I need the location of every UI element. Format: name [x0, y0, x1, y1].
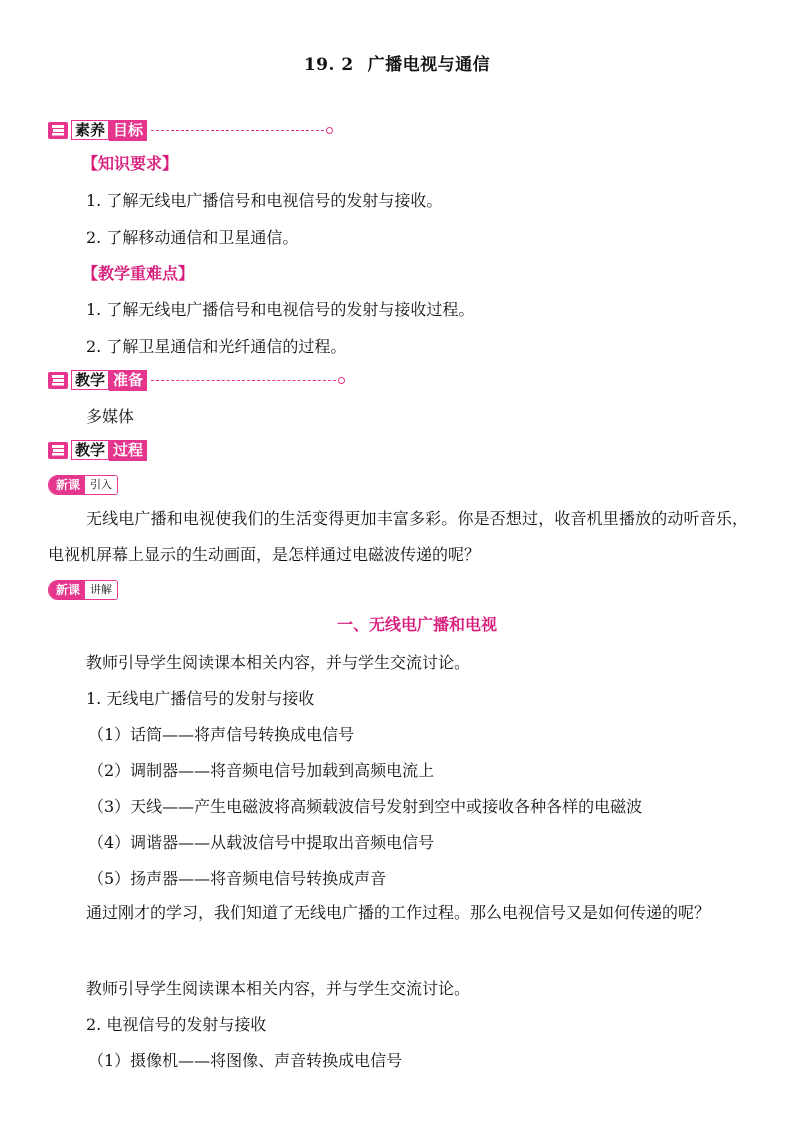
part-title: 一、无线电广播和电视 — [336, 615, 497, 634]
dashed-divider — [151, 130, 329, 131]
knowledge-heading: 【知识要求】 — [82, 154, 179, 173]
section-header-goals — [48, 119, 329, 141]
section-header-process — [48, 439, 147, 461]
section-number: 19. 2 — [303, 55, 354, 75]
difficulty-item: 2. 了解卫星通信和光纤通信的过程。 — [86, 337, 347, 356]
section-title: 广播电视与通信 — [367, 55, 491, 75]
section-word1: 教学 — [71, 370, 109, 390]
radio-item: （2）调制器——将音频电信号加载到高频电流上 — [88, 761, 435, 780]
difficulty-heading: 【教学重难点】 — [82, 264, 195, 283]
intro-paragraph: 无线电广播和电视使我们的生活变得更加丰富多彩。你是否想过，收音机里播放的动听音乐，电视机屏幕上显示的生动画面，是怎样通过电磁波传递的呢？ — [48, 509, 748, 564]
transition-paragraph: 通过刚才的学习，我们知道了无线电广播的工作过程。那么电视信号又是如何传递的呢？ — [86, 903, 711, 922]
section-word2: 准备 — [109, 370, 147, 391]
teacher-guidance: 教师引导学生阅读课本相关内容，并与学生交流讨论。 — [86, 653, 471, 672]
tag-label-sub: 引入 — [85, 476, 117, 494]
section-word2: 目标 — [109, 120, 147, 141]
tag-label-main: 新课 — [49, 581, 85, 599]
radio-heading: 1. 无线电广播信号的发射与接收 — [86, 689, 315, 708]
teacher-guidance: 教师引导学生阅读课本相关内容，并与学生交流讨论。 — [86, 979, 471, 998]
radio-item: （4）调谐器——从载波信号中提取出音频电信号 — [88, 833, 435, 852]
tag-label-sub: 讲解 — [85, 581, 117, 599]
knowledge-item: 2. 了解移动通信和卫星通信。 — [86, 228, 299, 247]
tv-heading: 2. 电视信号的发射与接收 — [86, 1015, 267, 1034]
section-word2: 过程 — [109, 440, 147, 461]
difficulty-item: 1. 了解无线电广播信号和电视信号的发射与接收过程。 — [86, 300, 475, 319]
section-word1: 教学 — [71, 440, 109, 460]
book-stack-icon — [48, 372, 68, 389]
radio-item: （1）话筒——将声信号转换成电信号 — [88, 725, 355, 744]
dashed-divider — [151, 380, 341, 381]
book-stack-icon — [48, 122, 68, 139]
section-word1: 素养 — [71, 120, 109, 140]
page-title — [0, 50, 794, 75]
radio-item: （3）天线——产生电磁波将高频载波信号发射到空中或接收各种各样的电磁波 — [88, 797, 643, 816]
tag-label-main: 新课 — [49, 476, 85, 494]
prep-content: 多媒体 — [86, 407, 135, 426]
tag-new-lesson-intro — [48, 475, 118, 495]
knowledge-item: 1. 了解无线电广播信号和电视信号的发射与接收。 — [86, 191, 443, 210]
radio-item: （5）扬声器——将音频电信号转换成声音 — [88, 869, 387, 888]
section-header-prep — [48, 369, 341, 391]
tv-item: （1）摄像机——将图像、声音转换成电信号 — [88, 1051, 403, 1070]
book-stack-icon — [48, 442, 68, 459]
tag-new-lesson-explain — [48, 580, 118, 600]
